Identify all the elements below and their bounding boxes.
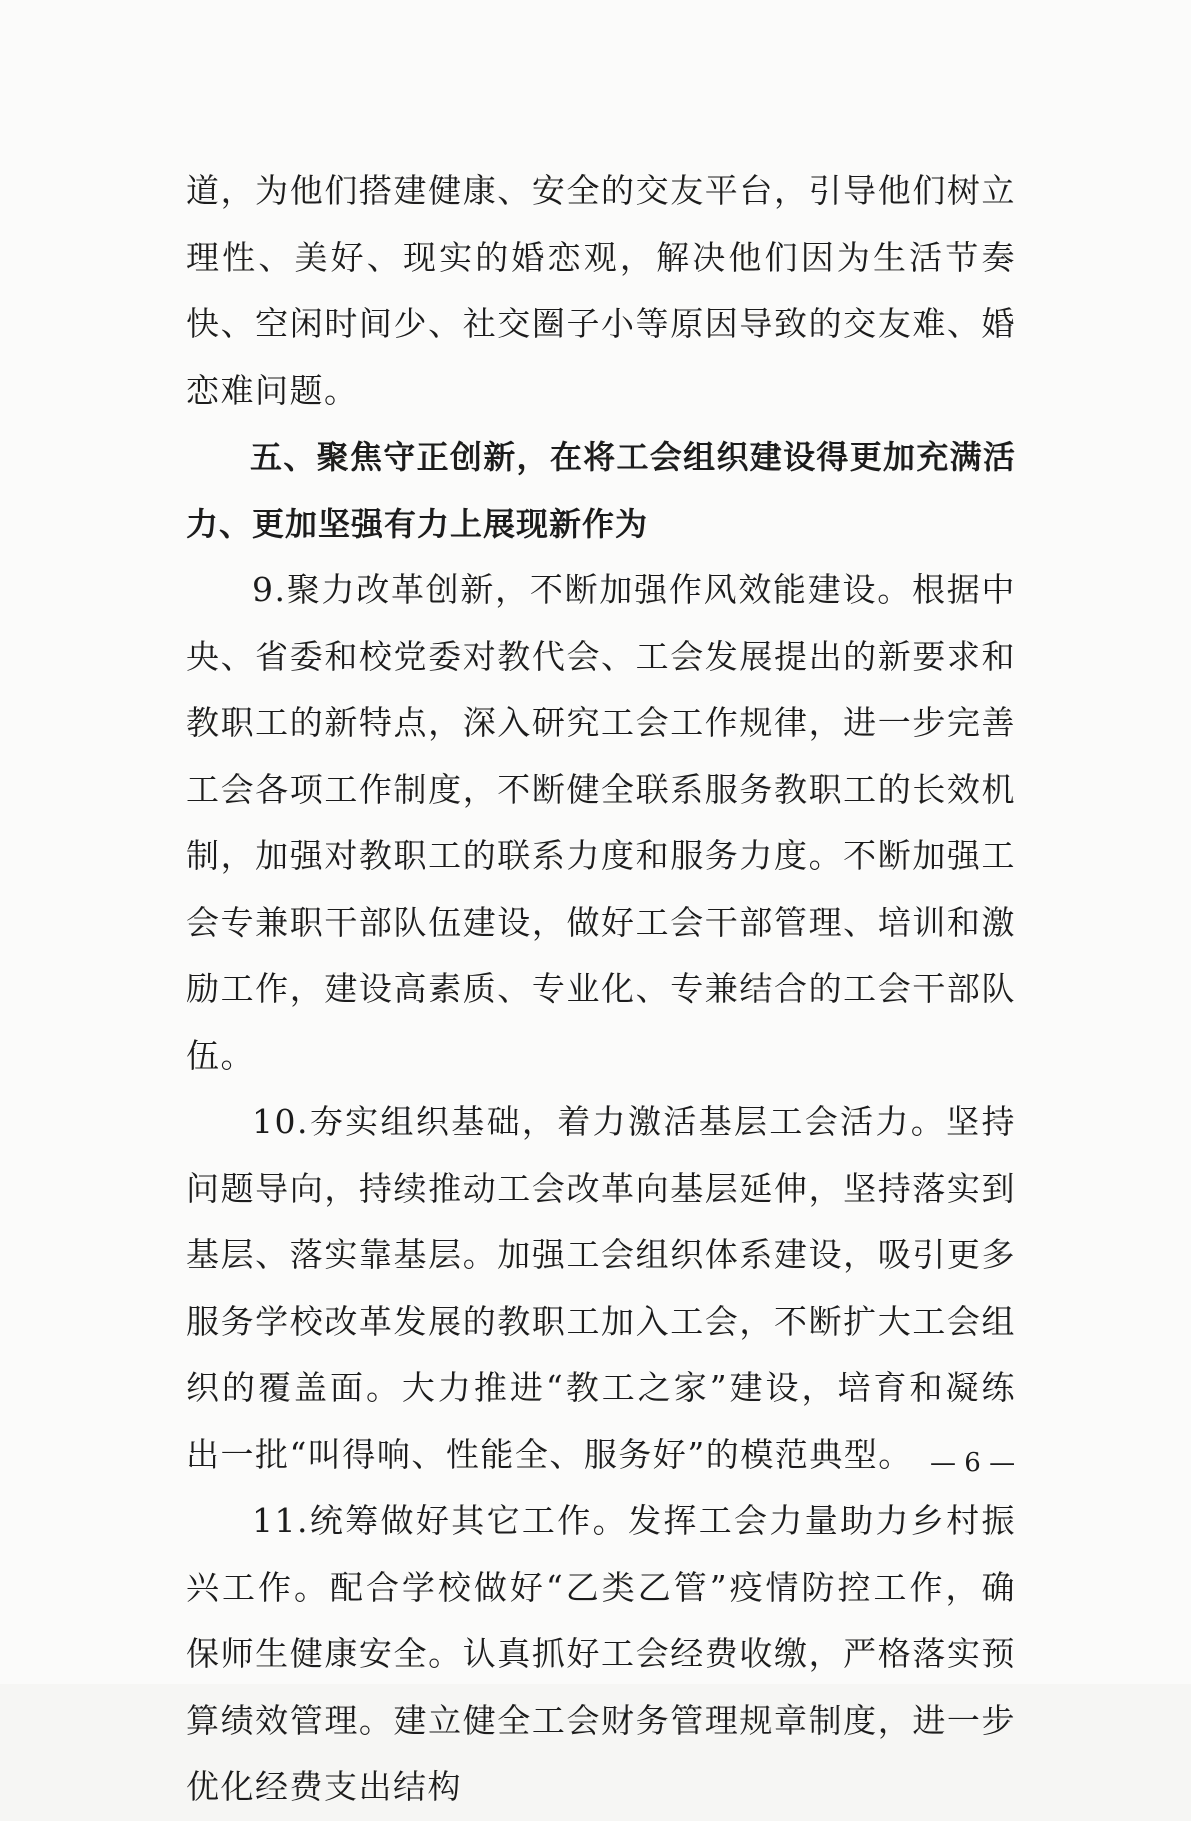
document-body	[186, 158, 1016, 1821]
paragraph-item-9: 9.聚力改革创新，不断加强作风效能建设。根据中央、省委和校党委对教代会、工会发展提出的新要求和教职工的新特点，深入研究工会工作规律，进一步完善工会各项工作制度，不断健全联系服务教职工的长效机制，加强对教职工的联系力度和服务力度。不断加强工会专兼职干部队伍建设，做好工会干部管理、培训和激励工作，建设高素质、专业化、专兼结合的工会干部队伍。	[186, 570, 1016, 1075]
page-number: — 6 —	[930, 1448, 1016, 1478]
paragraph-item-10: 10.夯实组织基础，着力激活基层工会活力。坚持问题导向，持续推动工会改革向基层延伸，坚持落实到基层、落实靠基层。加强工会组织体系建设，吸引更多服务学校改革发展的教职工加入工会，不断扩大工会组织的覆盖面。大力推进“教工之家”建设，培育和凝练出一批“叫得响、性能全、服务好”的模范典型。	[186, 1102, 1016, 1474]
section-heading-5: 五、聚焦守正创新，在将工会组织建设得更加充满活力、更加坚强有力上展现新作为	[186, 438, 1016, 543]
paragraph-continuation: 道，为他们搭建健康、安全的交友平台，引导他们树立理性、美好、现实的婚恋观，解决他们因为生活节奏快、空闲时间少、社交圈子小等原因导致的交友难、婚恋难问题。	[186, 171, 1016, 410]
paragraph-item-11: 11.统筹做好其它工作。发挥工会力量助力乡村振兴工作。配合学校做好“乙类乙管”疫情防控工作，确保师生健康安全。认真抓好工会经费收缴，严格落实预算绩效管理。建立健全工会财务管理规章制度，进一步优化经费支出结构	[186, 1501, 1016, 1806]
